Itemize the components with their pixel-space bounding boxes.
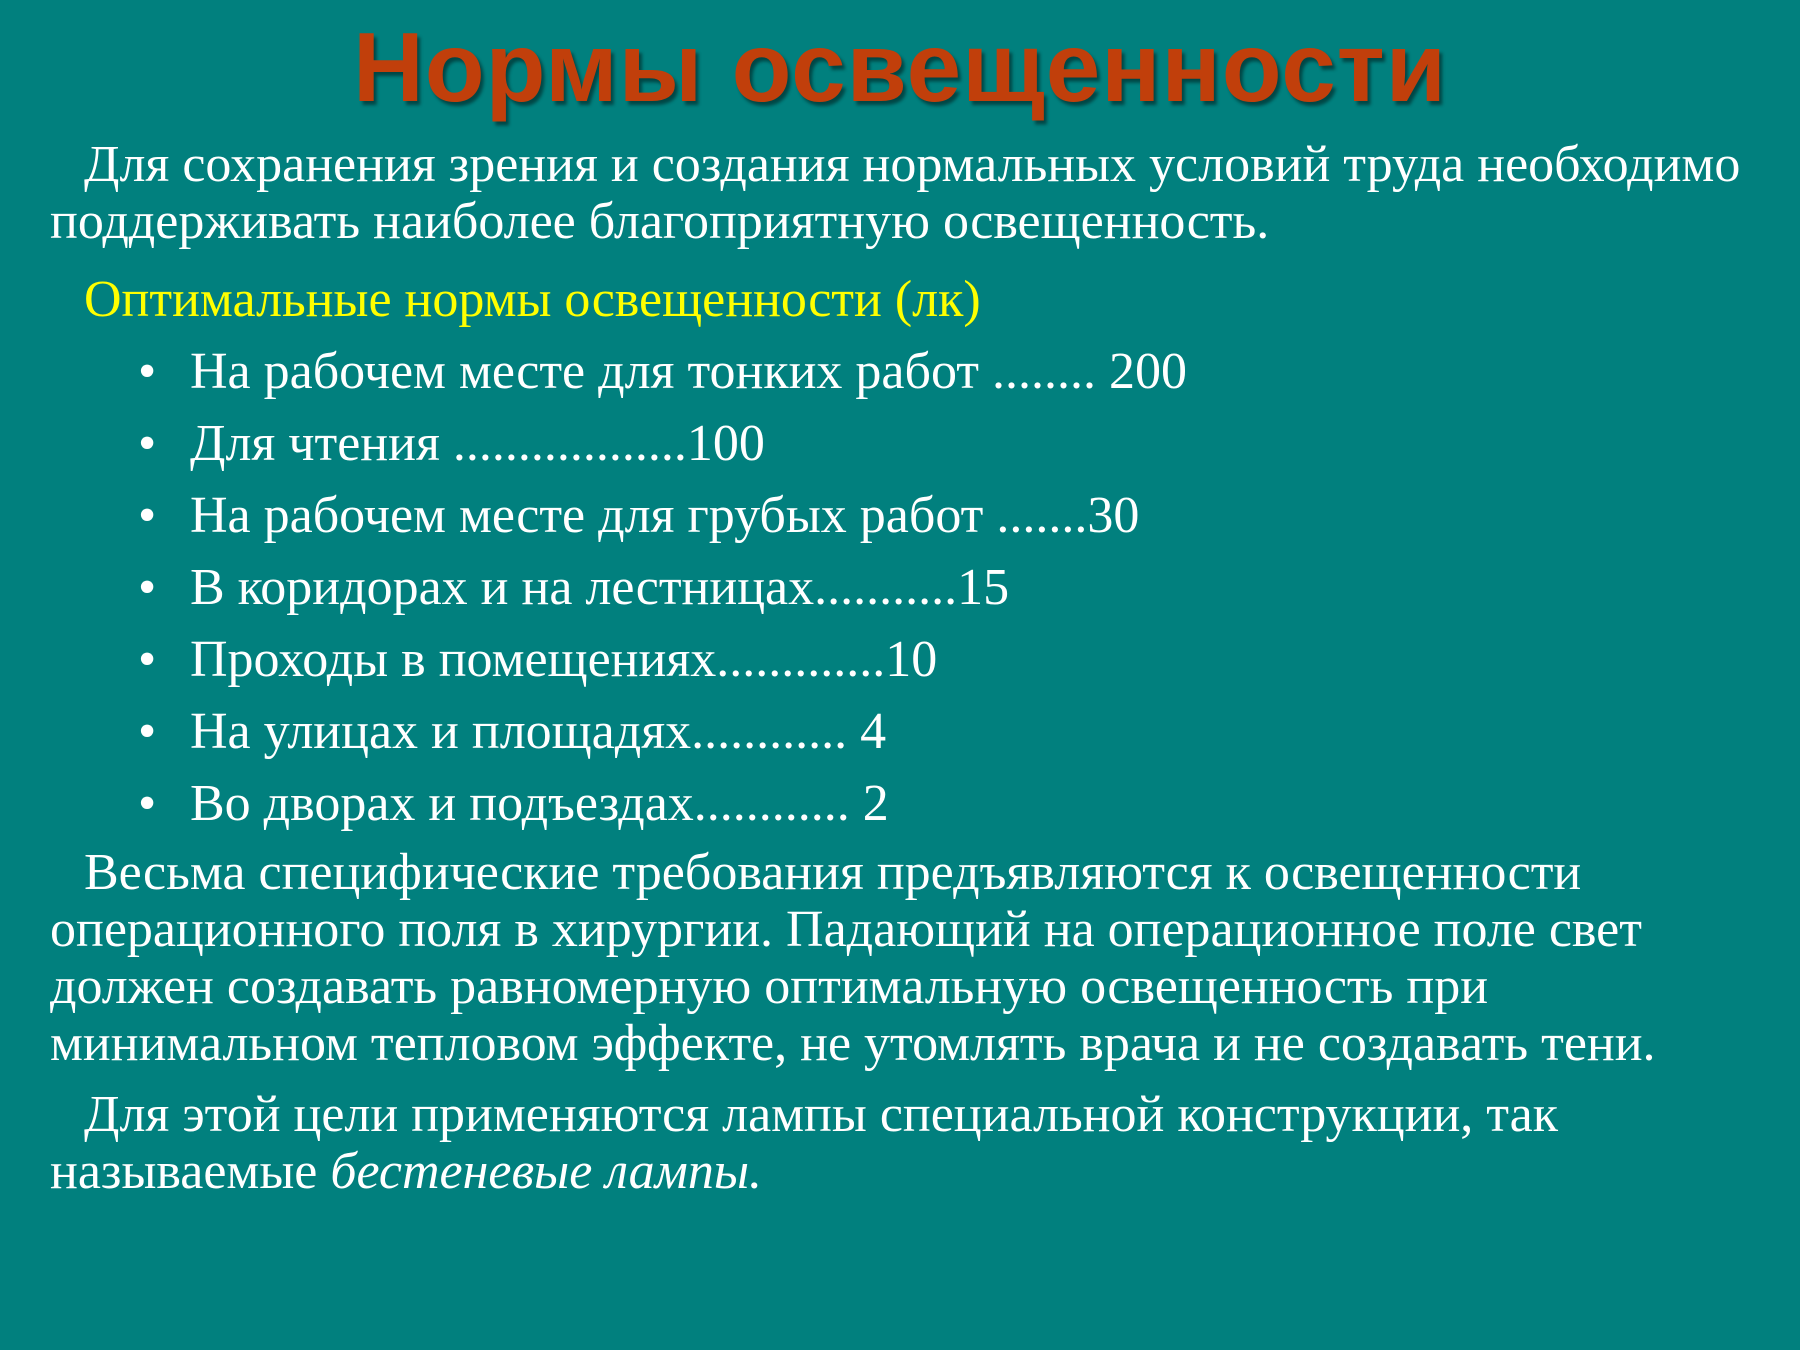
norm-text: Во дворах и подъездах............ 2 [190, 775, 889, 832]
slide-body [50, 136, 1750, 1200]
bullet-icon: • [138, 415, 157, 472]
bullet-icon: • [138, 559, 157, 616]
list-item [50, 552, 1750, 624]
bullet-icon: • [138, 487, 157, 544]
list-item [50, 768, 1750, 840]
surgery-paragraph: Весьма специфические требования предъявляются к освещенности операционного поля в хирургии. Падающий на операционное поле свет должен создавать равномерную оптимальную освещенность при минимальном тепловом эффекте, не утомлять врача и не создавать тени. [50, 844, 1656, 1072]
list-item [50, 408, 1750, 480]
norm-text: На улицах и площадях............ 4 [190, 703, 887, 760]
bullet-icon: • [138, 631, 157, 688]
norm-text: На рабочем месте для грубых работ .......30 [190, 487, 1140, 544]
list-item [50, 480, 1750, 552]
intro-paragraph: Для сохранения зрения и создания нормальных условий труда необходимо поддерживать наиболее благоприятную освещенность. [50, 136, 1741, 250]
bullet-icon: • [138, 343, 157, 400]
lamps-paragraph [50, 1086, 1750, 1200]
list-item [50, 336, 1750, 408]
slide-title: Нормы освещенности [352, 12, 1448, 122]
norms-subheading: Оптимальные нормы освещенности (лк) [84, 271, 981, 328]
norm-text: В коридорах и на лестницах...........15 [190, 559, 1010, 616]
norm-text: На рабочем месте для тонких работ ........ 200 [190, 343, 1187, 400]
norm-text: Проходы в помещениях.............10 [190, 631, 938, 688]
shadowless-lamps-term: бестеневые лампы. [330, 1143, 763, 1200]
bullet-icon: • [138, 775, 157, 832]
list-item [50, 696, 1750, 768]
list-item [50, 624, 1750, 696]
lamps-text: Для этой цели применяются лампы специальной конструкции, так называемые [50, 1086, 1558, 1200]
bullet-icon: • [138, 703, 157, 760]
norms-list [50, 336, 1750, 840]
norm-text: Для чтения ..................100 [190, 415, 765, 472]
